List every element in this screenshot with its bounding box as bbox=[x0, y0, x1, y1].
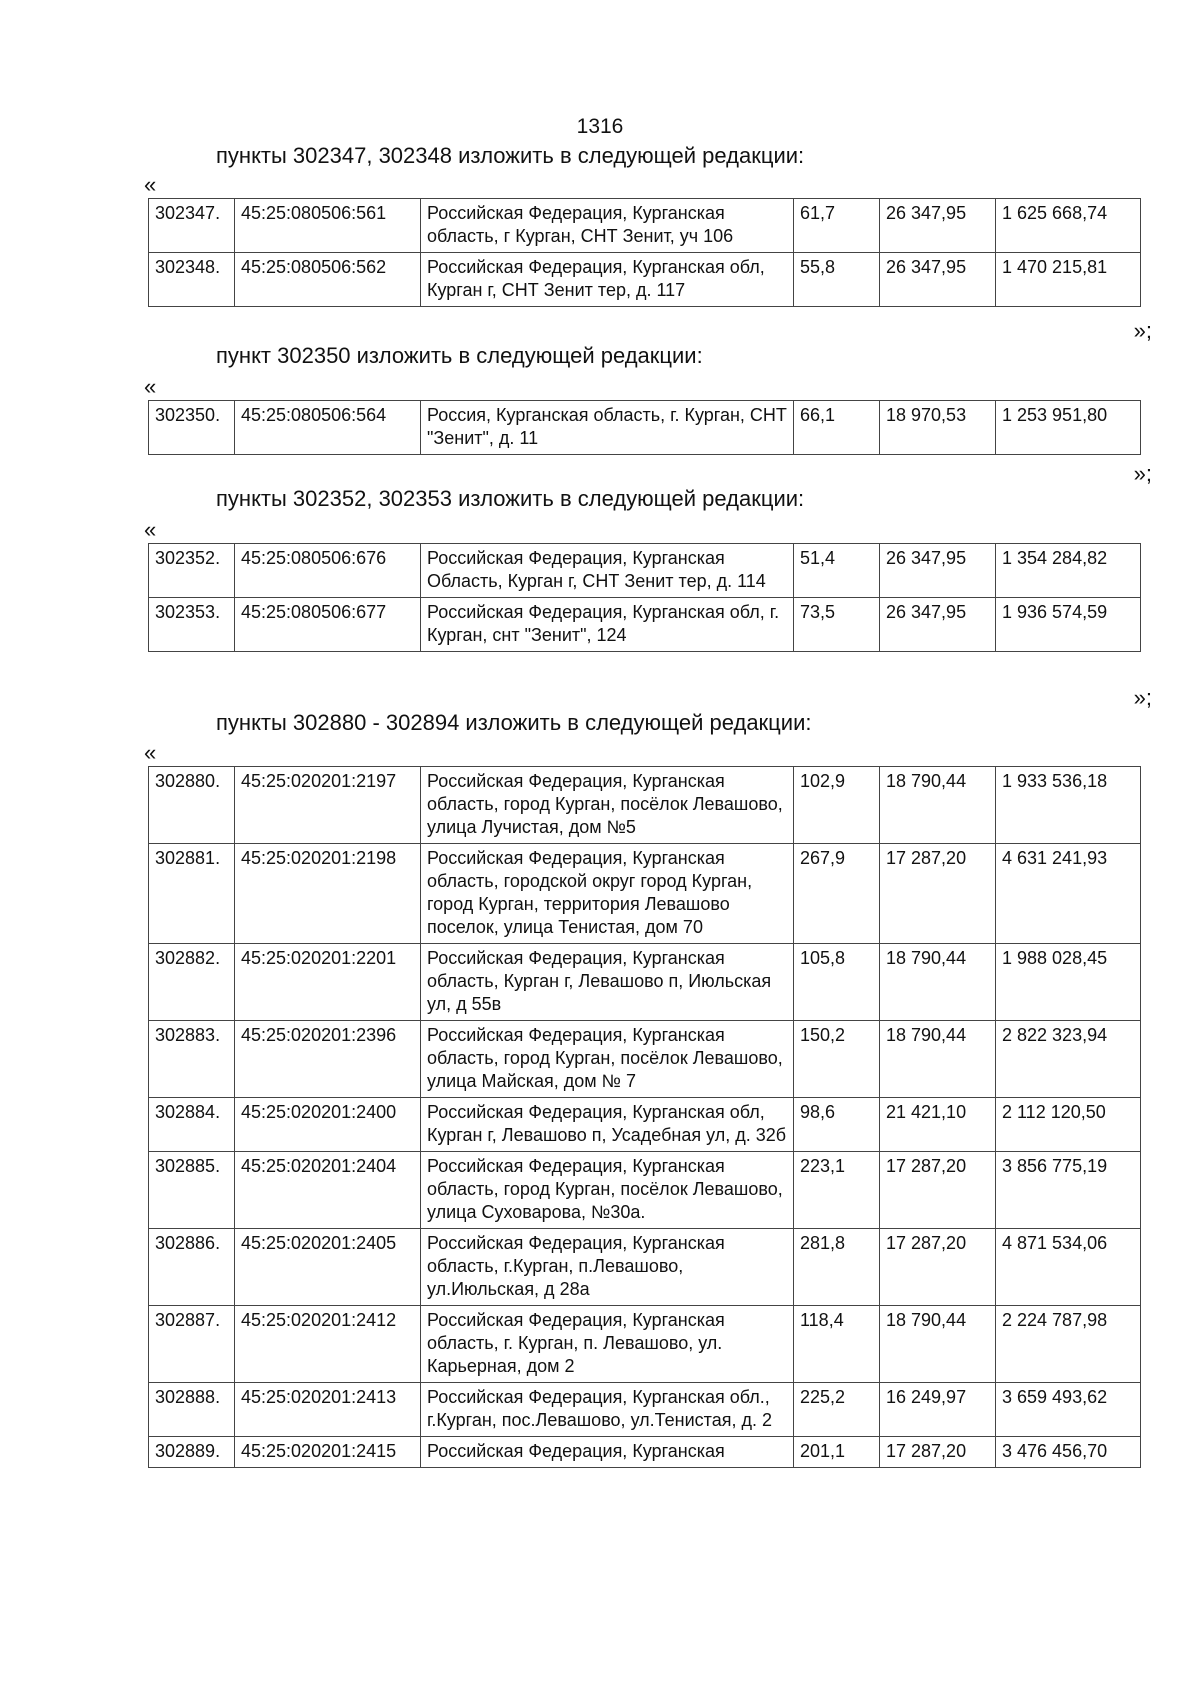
unit-value-cell: 18 790,44 bbox=[880, 944, 996, 1021]
area-cell: 267,9 bbox=[794, 844, 880, 944]
table-row bbox=[149, 1383, 1141, 1437]
address-cell: Российская Федерация, Курганская bbox=[421, 1437, 794, 1468]
cadastral-value-cell: 3 659 493,62 bbox=[996, 1383, 1141, 1437]
unit-value-cell: 18 790,44 bbox=[880, 767, 996, 844]
item-number-cell: 302886. bbox=[149, 1229, 235, 1306]
area-cell: 150,2 bbox=[794, 1021, 880, 1098]
item-number-cell: 302883. bbox=[149, 1021, 235, 1098]
table-row bbox=[149, 1229, 1141, 1306]
area-cell: 51,4 bbox=[794, 544, 880, 598]
amendment-table bbox=[148, 766, 1141, 1468]
unit-value-cell: 26 347,95 bbox=[880, 253, 996, 307]
cadastral-number-cell: 45:25:080506:676 bbox=[235, 544, 421, 598]
cadastral-value-cell: 2 822 323,94 bbox=[996, 1021, 1141, 1098]
item-number-cell: 302352. bbox=[149, 544, 235, 598]
unit-value-cell: 26 347,95 bbox=[880, 199, 996, 253]
unit-value-cell: 26 347,95 bbox=[880, 598, 996, 652]
cadastral-number-cell: 45:25:020201:2404 bbox=[235, 1152, 421, 1229]
page-number: 1316 bbox=[576, 115, 624, 138]
address-cell: Российская Федерация, Курганская область, г. Курган, п. Левашово, ул. Карьерная, дом 2 bbox=[421, 1306, 794, 1383]
opening-quote: « bbox=[144, 172, 157, 197]
address-cell: Российская Федерация, Курганская обл., г.Курган, пос.Левашово, ул.Тенистая, д. 2 bbox=[421, 1383, 794, 1437]
cadastral-value-cell: 3 856 775,19 bbox=[996, 1152, 1141, 1229]
item-number-cell: 302885. bbox=[149, 1152, 235, 1229]
table-row bbox=[149, 544, 1141, 598]
cadastral-value-cell: 1 933 536,18 bbox=[996, 767, 1141, 844]
address-cell: Российская Федерация, Курганская область, городской округ город Курган, город Курган, территория Левашово поселок, улица Тенистая, дом 70 bbox=[421, 844, 794, 944]
item-number-cell: 302884. bbox=[149, 1098, 235, 1152]
amendment-table bbox=[148, 543, 1141, 652]
cadastral-value-cell: 4 631 241,93 bbox=[996, 844, 1141, 944]
cadastral-value-cell: 1 988 028,45 bbox=[996, 944, 1141, 1021]
table-row bbox=[149, 1152, 1141, 1229]
cadastral-number-cell: 45:25:020201:2197 bbox=[235, 767, 421, 844]
table-row bbox=[149, 1306, 1141, 1383]
table-row bbox=[149, 253, 1141, 307]
table-row bbox=[149, 944, 1141, 1021]
unit-value-cell: 18 970,53 bbox=[880, 401, 996, 455]
address-cell: Российская Федерация, Курганская область, город Курган, посёлок Левашово, улица Лучистая, дом №5 bbox=[421, 767, 794, 844]
cadastral-number-cell: 45:25:020201:2415 bbox=[235, 1437, 421, 1468]
cadastral-number-cell: 45:25:080506:562 bbox=[235, 253, 421, 307]
cadastral-number-cell: 45:25:080506:564 bbox=[235, 401, 421, 455]
table-row bbox=[149, 1021, 1141, 1098]
item-number-cell: 302348. bbox=[149, 253, 235, 307]
address-cell: Российская Федерация, Курганская область, г Курган, СНТ Зенит, уч 106 bbox=[421, 199, 794, 253]
cadastral-value-cell: 1 936 574,59 bbox=[996, 598, 1141, 652]
area-cell: 281,8 bbox=[794, 1229, 880, 1306]
table-row bbox=[149, 401, 1141, 455]
amendment-table bbox=[148, 400, 1141, 455]
area-cell: 225,2 bbox=[794, 1383, 880, 1437]
area-cell: 55,8 bbox=[794, 253, 880, 307]
unit-value-cell: 16 249,97 bbox=[880, 1383, 996, 1437]
address-cell: Российская Федерация, Курганская обл, г. Курган, снт "Зенит", 124 bbox=[421, 598, 794, 652]
cadastral-value-cell: 1 470 215,81 bbox=[996, 253, 1141, 307]
cadastral-value-cell: 4 871 534,06 bbox=[996, 1229, 1141, 1306]
unit-value-cell: 26 347,95 bbox=[880, 544, 996, 598]
area-cell: 61,7 bbox=[794, 199, 880, 253]
section-instruction: пункт 302350 изложить в следующей редакции: bbox=[216, 343, 703, 368]
address-cell: Российская Федерация, Курганская обл, Курган г, СНТ Зенит тер, д. 117 bbox=[421, 253, 794, 307]
section-instruction: пункты 302880 - 302894 изложить в следующей редакции: bbox=[216, 710, 812, 735]
section-instruction: пункты 302347, 302348 изложить в следующей редакции: bbox=[216, 143, 805, 168]
unit-value-cell: 18 790,44 bbox=[880, 1021, 996, 1098]
table-row bbox=[149, 1437, 1141, 1468]
table-row bbox=[149, 844, 1141, 944]
address-cell: Российская Федерация, Курганская область, город Курган, посёлок Левашово, улица Майская, дом № 7 bbox=[421, 1021, 794, 1098]
item-number-cell: 302347. bbox=[149, 199, 235, 253]
cadastral-value-cell: 2 224 787,98 bbox=[996, 1306, 1141, 1383]
item-number-cell: 302881. bbox=[149, 844, 235, 944]
section-instruction: пункты 302352, 302353 изложить в следующей редакции: bbox=[216, 486, 805, 511]
cadastral-value-cell: 2 112 120,50 bbox=[996, 1098, 1141, 1152]
unit-value-cell: 18 790,44 bbox=[880, 1306, 996, 1383]
unit-value-cell: 17 287,20 bbox=[880, 1437, 996, 1468]
table-row bbox=[149, 199, 1141, 253]
unit-value-cell: 17 287,20 bbox=[880, 844, 996, 944]
cadastral-number-cell: 45:25:020201:2412 bbox=[235, 1306, 421, 1383]
area-cell: 201,1 bbox=[794, 1437, 880, 1468]
table-row bbox=[149, 767, 1141, 844]
item-number-cell: 302889. bbox=[149, 1437, 235, 1468]
cadastral-value-cell: 1 253 951,80 bbox=[996, 401, 1141, 455]
cadastral-number-cell: 45:25:080506:677 bbox=[235, 598, 421, 652]
item-number-cell: 302350. bbox=[149, 401, 235, 455]
opening-quote: « bbox=[144, 374, 157, 399]
address-cell: Российская Федерация, Курганская Область, Курган г, СНТ Зенит тер, д. 114 bbox=[421, 544, 794, 598]
cadastral-number-cell: 45:25:020201:2405 bbox=[235, 1229, 421, 1306]
cadastral-number-cell: 45:25:020201:2400 bbox=[235, 1098, 421, 1152]
item-number-cell: 302353. bbox=[149, 598, 235, 652]
address-cell: Россия, Курганская область, г. Курган, СНТ "Зенит", д. 11 bbox=[421, 401, 794, 455]
amendment-table bbox=[148, 198, 1141, 307]
opening-quote: « bbox=[144, 517, 157, 542]
area-cell: 105,8 bbox=[794, 944, 880, 1021]
area-cell: 223,1 bbox=[794, 1152, 880, 1229]
area-cell: 73,5 bbox=[794, 598, 880, 652]
area-cell: 102,9 bbox=[794, 767, 880, 844]
opening-quote: « bbox=[144, 740, 157, 765]
item-number-cell: 302887. bbox=[149, 1306, 235, 1383]
item-number-cell: 302888. bbox=[149, 1383, 235, 1437]
address-cell: Российская Федерация, Курганская область, город Курган, посёлок Левашово, улица Суховарова, №30а. bbox=[421, 1152, 794, 1229]
table-row bbox=[149, 598, 1141, 652]
unit-value-cell: 21 421,10 bbox=[880, 1098, 996, 1152]
cadastral-number-cell: 45:25:080506:561 bbox=[235, 199, 421, 253]
unit-value-cell: 17 287,20 bbox=[880, 1229, 996, 1306]
cadastral-number-cell: 45:25:020201:2198 bbox=[235, 844, 421, 944]
item-number-cell: 302882. bbox=[149, 944, 235, 1021]
address-cell: Российская Федерация, Курганская область, г.Курган, п.Левашово, ул.Июльская, д 28а bbox=[421, 1229, 794, 1306]
cadastral-number-cell: 45:25:020201:2396 bbox=[235, 1021, 421, 1098]
area-cell: 66,1 bbox=[794, 401, 880, 455]
area-cell: 118,4 bbox=[794, 1306, 880, 1383]
cadastral-number-cell: 45:25:020201:2201 bbox=[235, 944, 421, 1021]
address-cell: Российская Федерация, Курганская область, Курган г, Левашово п, Июльская ул, д 55в bbox=[421, 944, 794, 1021]
unit-value-cell: 17 287,20 bbox=[880, 1152, 996, 1229]
area-cell: 98,6 bbox=[794, 1098, 880, 1152]
cadastral-value-cell: 3 476 456,70 bbox=[996, 1437, 1141, 1468]
cadastral-value-cell: 1 625 668,74 bbox=[996, 199, 1141, 253]
closing-quote: »; bbox=[1133, 461, 1152, 486]
cadastral-value-cell: 1 354 284,82 bbox=[996, 544, 1141, 598]
address-cell: Российская Федерация, Курганская обл, Курган г, Левашово п, Усадебная ул, д. 32б bbox=[421, 1098, 794, 1152]
closing-quote: »; bbox=[1133, 685, 1152, 710]
closing-quote: »; bbox=[1133, 318, 1152, 343]
table-row bbox=[149, 1098, 1141, 1152]
cadastral-number-cell: 45:25:020201:2413 bbox=[235, 1383, 421, 1437]
item-number-cell: 302880. bbox=[149, 767, 235, 844]
